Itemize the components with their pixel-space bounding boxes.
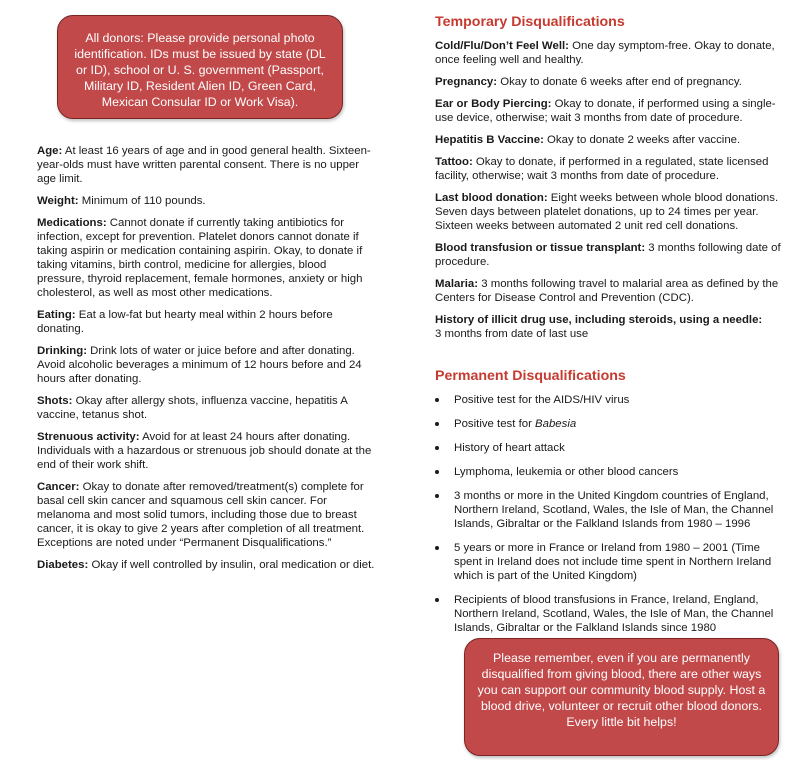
temporary-item-label: Ear or Body Piercing: bbox=[435, 98, 552, 110]
requirement-label: Diabetes: bbox=[37, 559, 89, 571]
requirement-eating bbox=[37, 308, 375, 336]
temporary-item-text: Okay to donate 2 weeks after vaccine. bbox=[543, 134, 741, 146]
temporary-item-transfusion bbox=[435, 241, 787, 269]
list-item bbox=[435, 417, 787, 431]
requirement-text: Okay to donate after removed/treatment(s) complete for basal cell skin cancer and squamous cell skin cancer. For melanoma and most solid tumors, including those due to breast cancer, it is okay to give 2 years after completion of all treatment. Exceptions are noted under “Permanent Disqualifications.” bbox=[37, 481, 365, 549]
babesia-term: Babesia bbox=[535, 418, 577, 430]
requirement-text: Okay if well controlled by insulin, oral medication or diet. bbox=[88, 559, 375, 571]
list-item: Lymphoma, leukemia or other blood cancers bbox=[435, 465, 787, 479]
temporary-item-text: Okay to donate, if performed using a single-use device, otherwise; wait 3 months from date of procedure. bbox=[435, 98, 776, 124]
temporary-disqualifications-heading: Temporary Disqualifications bbox=[435, 14, 625, 30]
temporary-item-label: Cold/Flu/Don’t Feel Well: bbox=[435, 40, 569, 52]
id-requirement-text: All donors: Please provide personal photo identification. IDs must be issued by state (DL or ID), school or U. S. government (Passport, Military ID, Resident Alien ID, Green Card, Mexican Consular ID or Work Visa). bbox=[74, 31, 326, 109]
temporary-item-label: Tattoo: bbox=[435, 156, 473, 168]
requirement-text: Avoid for at least 24 hours after donating. Individuals with a hazardous or strenuous job should donate at the end of their work shift. bbox=[37, 431, 372, 471]
list-item: 3 months or more in the United Kingdom countries of England, Northern Ireland, Scotland, Wales, the Isle of Man, the Channel Islands, Gibraltar or the Falkland Islands from 1980 – 1996 bbox=[435, 489, 787, 531]
requirement-text: Cannot donate if currently taking antibiotics for infection, except for prevention. Platelet donors cannot donate if taking aspirin or medication containing aspirin. Okay, to donate if taking vitamins, birth control, medicine for allergies, blood pressure, thyroid replacement, female hormones, anxiety or high cholesterol, as well as most other medications. bbox=[37, 217, 363, 299]
temporary-item-label: Hepatitis B Vaccine: bbox=[435, 134, 544, 146]
requirement-cancer bbox=[37, 480, 375, 550]
closing-callout-text: Please remember, even if you are permanently disqualified from giving blood, there are other ways you can support our community blood supply. Host a blood drive, volunteer or recruit other blood donors. Every little bit helps! bbox=[477, 651, 766, 729]
requirement-weight bbox=[37, 194, 375, 208]
temporary-item-hepatitis-b bbox=[435, 133, 787, 147]
requirement-label: Age: bbox=[37, 145, 63, 157]
donor-requirements-column bbox=[37, 144, 375, 580]
requirement-strenuous-activity bbox=[37, 430, 375, 472]
temporary-item-text: One day symptom-free. Okay to donate, once feeling well and healthy. bbox=[435, 40, 775, 66]
requirement-text: At least 16 years of age and in good general health. Sixteen-year-olds must have written parental consent. There is no upper age limit. bbox=[37, 145, 371, 185]
temporary-item-text: 3 months from date of last use bbox=[435, 328, 589, 340]
temporary-item-text: Okay to donate 6 weeks after end of pregnancy. bbox=[497, 76, 742, 88]
permanent-disqualifications-list bbox=[435, 393, 787, 635]
temporary-item-malaria bbox=[435, 277, 787, 305]
permanent-disqualifications-heading: Permanent Disqualifications bbox=[435, 368, 626, 384]
list-item: Recipients of blood transfusions in France, Ireland, England, Northern Ireland, Scotland, Wales, the Isle of Man, the Channel Islands, Gibraltar or the Falkland Islands since 1980 bbox=[435, 593, 787, 635]
requirement-diabetes bbox=[37, 558, 375, 572]
disqualifications-column bbox=[435, 14, 787, 645]
requirement-age bbox=[37, 144, 375, 186]
requirement-text: Eat a low-fat but hearty meal within 2 hours before donating. bbox=[37, 309, 333, 335]
temporary-item-pregnancy bbox=[435, 75, 787, 89]
temporary-item-text: 3 months following travel to malarial area as defined by the Centers for Disease Control and Prevention (CDC). bbox=[435, 278, 779, 304]
requirement-label: Weight: bbox=[37, 195, 79, 207]
list-item: Positive test for the AIDS/HIV virus bbox=[435, 393, 787, 407]
temporary-item-drug-use bbox=[435, 313, 787, 341]
requirement-label: Strenuous activity: bbox=[37, 431, 140, 443]
temporary-item-last-donation bbox=[435, 191, 787, 233]
requirement-text: Minimum of 110 pounds. bbox=[78, 195, 206, 207]
id-requirement-callout bbox=[57, 15, 343, 119]
requirement-label: Cancer: bbox=[37, 481, 80, 493]
temporary-item-text: Okay to donate, if performed in a regulated, state licensed facility, otherwise; wait 3 months from date of procedure. bbox=[435, 156, 769, 182]
temporary-item-label: Last blood donation: bbox=[435, 192, 548, 204]
closing-callout bbox=[464, 638, 779, 756]
requirement-drinking bbox=[37, 344, 375, 386]
list-item: 5 years or more in France or Ireland from 1980 – 2001 (Time spent in Ireland does not include time spent in Northern Ireland which is part of the United Kingdom) bbox=[435, 541, 787, 583]
requirement-text: Drink lots of water or juice before and after donating. Avoid alcoholic beverages a minimum of 12 hours before and 24 hours after donating. bbox=[37, 345, 362, 385]
temporary-item-cold-flu bbox=[435, 39, 787, 67]
temporary-item-label: History of illicit drug use, including steroids, using a needle: bbox=[435, 314, 763, 326]
requirement-label: Eating: bbox=[37, 309, 76, 321]
temporary-item-tattoo bbox=[435, 155, 787, 183]
temporary-item-label: Pregnancy: bbox=[435, 76, 498, 88]
requirement-shots bbox=[37, 394, 375, 422]
requirement-text: Okay after allergy shots, influenza vaccine, hepatitis A vaccine, tetanus shot. bbox=[37, 395, 348, 421]
temporary-item-label: Blood transfusion or tissue transplant: bbox=[435, 242, 646, 254]
temporary-item-text: 3 months following date of procedure. bbox=[435, 242, 781, 268]
requirement-label: Medications: bbox=[37, 217, 107, 229]
list-item: History of heart attack bbox=[435, 441, 787, 455]
babesia-prefix: Positive test for bbox=[454, 418, 536, 430]
requirement-label: Shots: bbox=[37, 395, 73, 407]
temporary-item-label: Malaria: bbox=[435, 278, 479, 290]
temporary-item-piercing bbox=[435, 97, 787, 125]
requirement-medications bbox=[37, 216, 375, 300]
requirement-label: Drinking: bbox=[37, 345, 87, 357]
temporary-item-text: Eight weeks between whole blood donations. Seven days between platelet donations, up to 24 times per year. Sixteen weeks between automated 2 unit red cell donations. bbox=[435, 192, 779, 232]
